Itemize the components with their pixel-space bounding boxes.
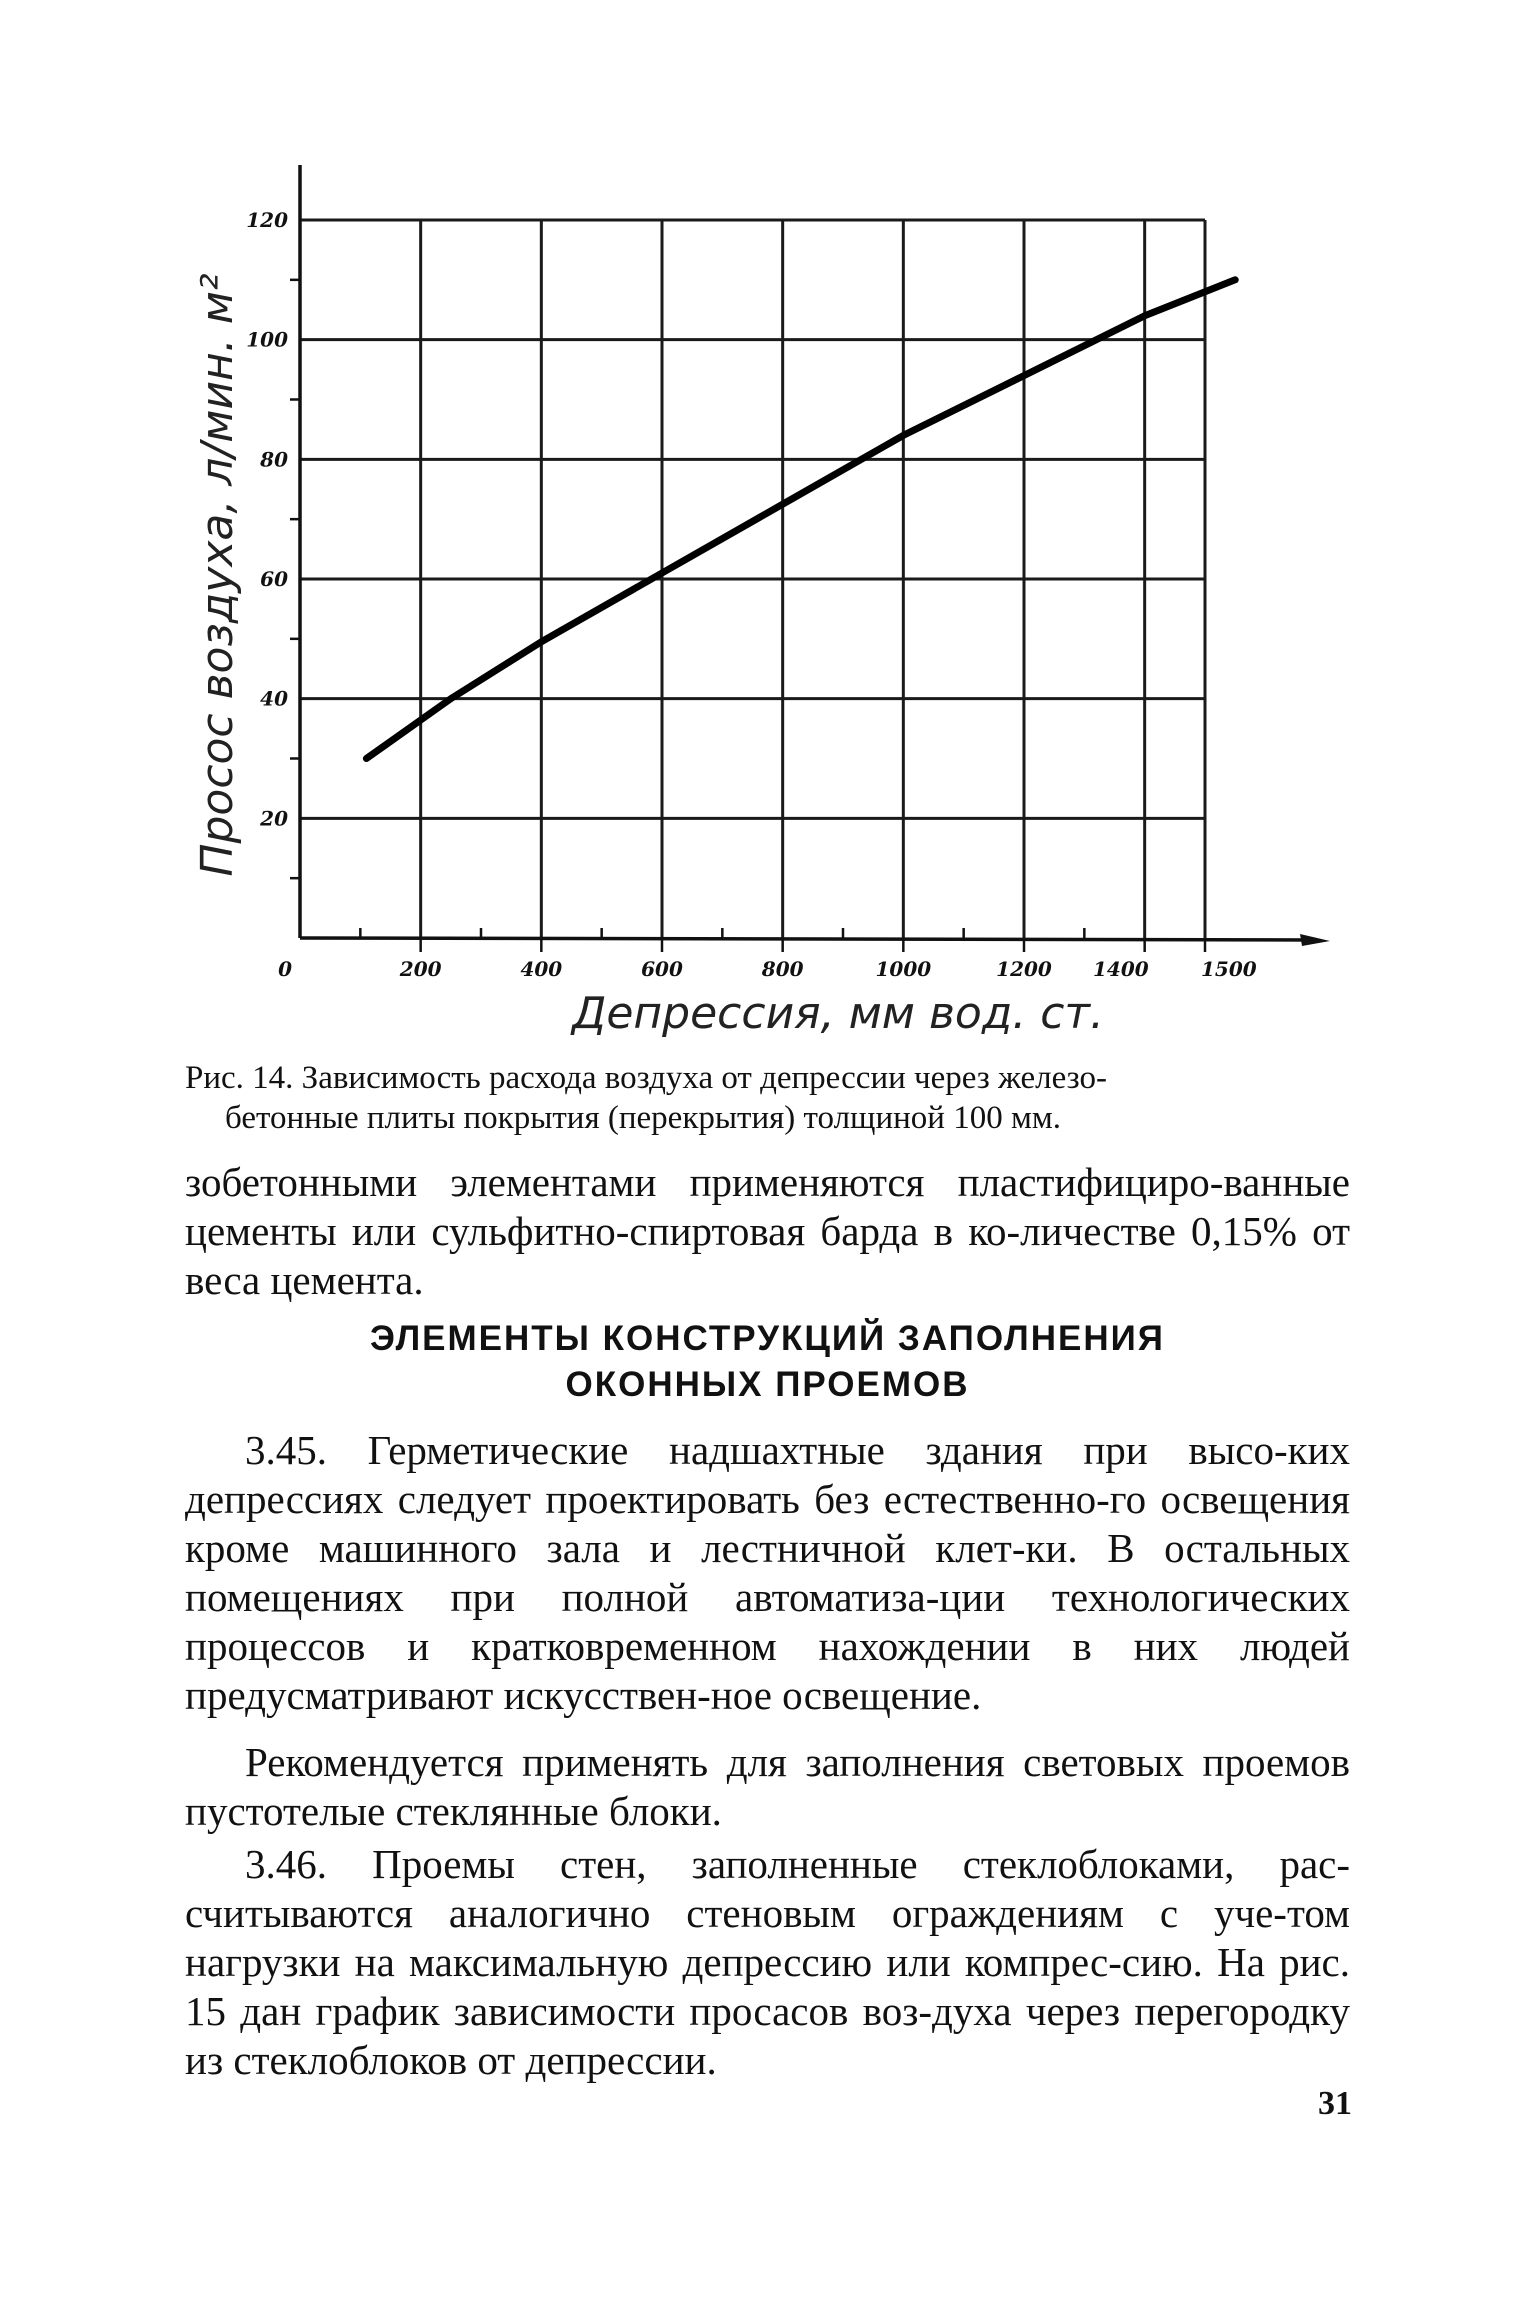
caption-line-2: бетонные плиты покрытия (перекрытия) толщиной 100 мм. — [225, 1100, 1061, 1136]
figure-caption — [185, 1058, 1350, 1138]
chart-grid — [300, 220, 1205, 938]
y-tick-label-4: 100 — [246, 327, 288, 352]
chart-axes — [290, 165, 1330, 952]
x-tick-label-1: 200 — [399, 957, 442, 981]
x-tick-label-3: 600 — [641, 957, 683, 981]
chart-tick-labels — [246, 208, 1256, 981]
heading-line-2: ОКОННЫХ ПРОЕМОВ — [565, 1365, 970, 1404]
x-axis-arrow — [1300, 934, 1330, 946]
x-tick-label-2: 400 — [520, 957, 563, 981]
x-tick-label-6: 1200 — [996, 957, 1052, 981]
x-tick-label-5: 1000 — [875, 957, 932, 981]
y-axis-label: Просос воздуха, л/мин. м² — [192, 273, 243, 877]
x-tick-label-0: 0 — [278, 957, 292, 981]
chart-series — [366, 280, 1235, 759]
x-tick-label-7: 1400 — [1092, 957, 1149, 981]
y-tick-label-3: 80 — [260, 447, 288, 472]
series-line-0 — [366, 280, 1235, 759]
x-tick-label-4: 800 — [761, 957, 804, 981]
section-heading — [185, 1316, 1350, 1408]
y-tick-label-1: 40 — [260, 686, 288, 711]
x-axis-line — [300, 938, 1315, 940]
caption-line-1: Рис. 14. Зависимость расхода воздуха от депрессии через железо- — [185, 1060, 1107, 1096]
x-tick-label-8: 1500 — [1201, 957, 1257, 981]
airflow-depression-chart — [0, 0, 1535, 1050]
x-axis-label: Депрессия, мм вод. ст. — [571, 988, 1105, 1039]
page-number: 31 — [1318, 2085, 1352, 2122]
y-tick-label-0: 20 — [260, 806, 288, 831]
paragraph-3-45: 3.45. Герметические надшахтные здания при высо-ких депрессиях следует проектировать без естественно-го освещения кроме машинного зала и лестничной клет-ки. В остальных помещениях при полной автоматиза-ции технологических процессов и кратковременном нахождении в них людей предусматривают искусствен-ное освещение. — [185, 1427, 1350, 1718]
paragraph-3-46: 3.46. Проемы стен, заполненные стеклоблоками, рас-считываются аналогично стеновым ограждениям с уче-том нагрузки на максимальную депрессию или компрес-сию. На рис. 15 дан график зависимости просасов воз-духа через перегородку из стеклоблоков от депрессии. — [185, 1841, 1350, 2083]
y-tick-label-2: 60 — [260, 567, 288, 591]
heading-line-1: ЭЛЕМЕНТЫ КОНСТРУКЦИЙ ЗАПОЛНЕНИЯ — [370, 1319, 1165, 1358]
y-tick-label-5: 120 — [246, 208, 288, 232]
paragraph-cement: зобетонными элементами применяются пластифициро-ванные цементы или сульфитно-спиртовая барда в ко-личестве 0,15% от веса цемента. — [185, 1159, 1350, 1303]
paragraph-glass-blocks: Рекомендуется применять для заполнения световых проемов пустотелые стеклянные блоки. — [185, 1739, 1350, 1834]
